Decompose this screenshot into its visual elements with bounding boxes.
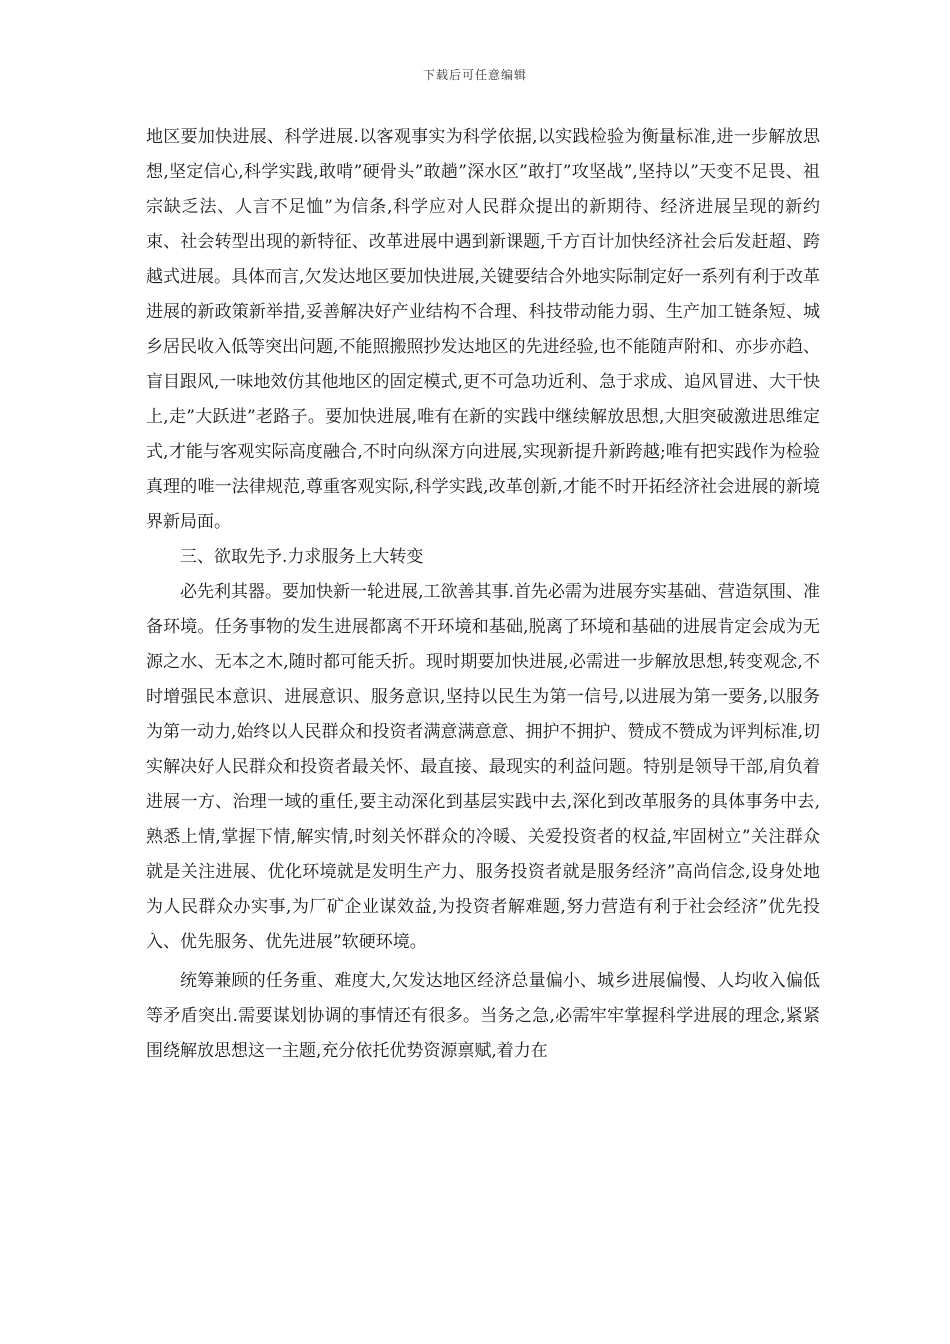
paragraph-1: 地区要加快进展、科学进展.以客观事实为科学依据,以实践检验为衡量标准,进一步解放思想,坚定信心,科学实践,敢啃”硬骨头”敢趟”深水区”敢打”攻坚战”,坚持以”天变不足畏、祖宗缺乏法、人言不足恤”为信条,科学应对人民群众提出的新期待、经济进展呈现的新约束、社会转型出现的新特征、改革进展中遇到新课题,千方百计加快经济社会后发赶超、跨越式进展。具体而言,欠发达地区要加快进展,关键要结合外地实际制定好一系列有利于改革进展的新政策新举措,妥善解决好产业结构不合理、科技带动能力弱、生产加工链条短、城乡居民收入低等突出问题,不能照搬照抄发达地区的先进经验,也不能随声附和、亦步亦趋、盲目跟风,一味地效仿其他地区的固定模式,更不可急功近利、急于求成、追风冒进、大干快上,走”大跃进”老路子。要加快进展,唯有在新的实践中继续解放思想,大胆突破激进思维定式,才能与客观实际高度融合,不时向纵深方向进展,实现新提升新跨越;唯有把实践作为检验真理的唯一法律规范,尊重客观实际,科学实践,改革创新,才能不时开拓经济社会进展的新境界新局面。	[146, 127, 820, 532]
paragraph-3: 统筹兼顾的任务重、难度大,欠发达地区经济总量偏小、城乡进展偏慢、人均收入偏低等矛盾突出.需要谋划协调的事情还有很多。当务之急,必需牢牢掌握科学进展的理念,紧紧围绕解放思想这一主题,充分依托优势资源禀赋,着力在	[146, 971, 820, 1061]
document-body	[146, 120, 820, 1069]
paragraph-2: 必先利其器。要加快新一轮进展,工欲善其事.首先必需为进展夯实基础、营造氛围、准备环境。任务事物的发生进展都离不开环境和基础,脱离了环境和基础的进展肯定会成为无源之水、无本之木,随时都可能夭折。现时期要加快进展,必需进一步解放思想,转变观念,不时增强民本意识、进展意识、服务意识,坚持以民生为第一信号,以进展为第一要务,以服务为第一动力,始终以人民群众和投资者满意满意意、拥护不拥护、赞成不赞成为评判标准,切实解决好人民群众和投资者最关怀、最直接、最现实的利益问题。特别是领导干部,肩负着进展一方、治理一域的重任,要主动深化到基层实践中去,深化到改革服务的具体事务中去,熟悉上情,掌握下情,解实情,时刻关怀群众的冷暖、关爱投资者的权益,牢固树立”关注群众就是关注进展、优化环境就是发明生产力、服务投资者就是服务经济”高尚信念,设身处地为人民群众办实事,为厂矿企业谋效益,为投资者解难题,努力营造有利于社会经济”优先投入、优先服务、优先进展”软硬环境。	[146, 582, 820, 952]
section-heading: 三、欲取先予.力求服务上大转变	[180, 547, 424, 567]
page-header: 下载后可任意编辑	[422, 68, 527, 82]
